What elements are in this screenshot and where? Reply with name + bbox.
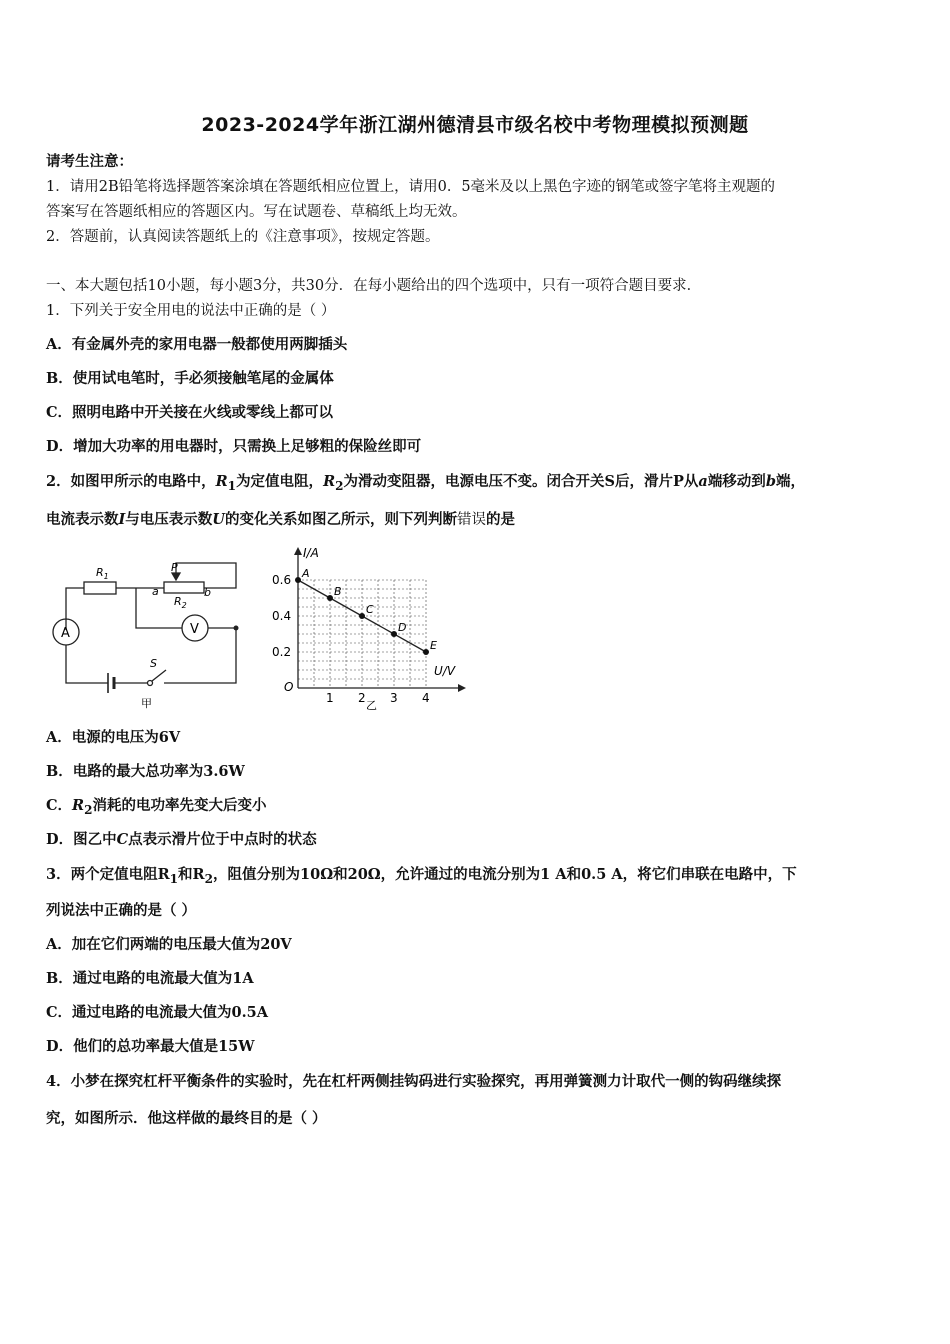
x-axis-label: U/V: [434, 664, 456, 678]
circuit-diagram: [44, 555, 249, 715]
q2-var-u: U: [212, 511, 225, 528]
data-point-a: [295, 577, 301, 583]
q2-option-a: A．电源的电压为6V: [46, 729, 181, 746]
q4-stem-line-2: 究，如图所示．他这样做的最终目的是（ ）: [46, 1110, 327, 1127]
data-point-b: [327, 595, 333, 601]
q1-option-a: A．有金属外壳的家用电器一般都使用两脚插头: [46, 336, 348, 353]
x-tick-label: 1: [326, 691, 334, 705]
switch-label: S: [150, 657, 157, 670]
y-axis-label: I/A: [303, 546, 319, 560]
q2-text: 的变化关系如图乙所示，则下列判断: [224, 511, 457, 528]
origin-label: O: [284, 680, 294, 694]
chart-ticks: [272, 573, 430, 705]
wire: [136, 588, 182, 628]
q2-d-text: 点表示滑片位于中点时的状态: [128, 831, 317, 848]
section-1-heading: 一、本大题包括10小题，每小题3分，共30分．在每小题给出的四个选项中，只有一项符合题目要求．: [46, 278, 702, 294]
r2-label: $R_2$: [174, 595, 187, 610]
end-a-label: a: [152, 585, 159, 598]
q2-c-sub: 2: [84, 802, 93, 817]
switch-contact: [148, 681, 153, 686]
data-point-label: A: [302, 567, 310, 580]
q2-option-c: [46, 796, 916, 820]
resistor-r1: [84, 582, 116, 594]
q3-text: 3．两个定值电阻R: [46, 866, 170, 883]
end-b-label: b: [204, 586, 211, 599]
q2-stem-line-2: [46, 510, 916, 530]
q2-text: 的是: [485, 511, 515, 528]
notice-line-1: 1．请用2B铅笔将选择题答案涂填在答题纸相应位置上，请用0．5毫米及以上黑色字迹的钢笔或签字笔将主观题的: [46, 179, 776, 195]
data-point-label: E: [430, 639, 437, 652]
q1-option-c: C．照明电路中开关接在火线或零线上都可以: [46, 404, 334, 421]
notice-line-2: 答案写在答题纸相应的答题区内。写在试题卷、草稿纸上均无效。: [46, 204, 467, 220]
switch-blade: [152, 670, 166, 681]
y-tick-label: 0.4: [272, 609, 292, 623]
q2-r2-sub: 2: [335, 478, 344, 493]
data-point-d: [391, 631, 397, 637]
q2-option-b: B．电路的最大总功率为3.6W: [46, 763, 245, 780]
q3-text: 和R: [178, 866, 205, 883]
q2-var-i: I: [118, 511, 126, 528]
wire: [176, 563, 236, 588]
q2-c-prefix: C．: [46, 797, 73, 814]
chart-caption: 乙: [366, 699, 377, 712]
q3-stem-line-2: 列说法中正确的是（ ）: [46, 902, 197, 919]
q2-stem-line-1: [46, 472, 916, 496]
x-tick-label: 3: [390, 691, 398, 705]
data-point-c: [359, 613, 365, 619]
q2-c-r: R: [72, 797, 85, 814]
q2-text: 电流表示数: [46, 511, 119, 528]
x-axis-arrow-icon: [458, 684, 466, 692]
q3-sub: 1: [169, 871, 179, 886]
x-tick-label: 2: [358, 691, 366, 705]
voltmeter-label: V: [190, 622, 199, 637]
data-point-label: D: [398, 621, 407, 634]
circuit-caption: 甲: [141, 697, 152, 710]
q3-option-a: A．加在它们两端的电压最大值为20V: [46, 936, 292, 953]
y-tick-label: 0.2: [272, 645, 292, 659]
notice-line-3: 2．答题前，认真阅读答题纸上的《注意事项》，按规定答题。: [46, 229, 440, 245]
wire: [164, 628, 236, 683]
q2-text: 端，: [775, 473, 805, 490]
slider-arrow-icon: [172, 573, 180, 580]
q2-text: 为定值电阻，: [236, 473, 324, 490]
q3-stem-line-1: [46, 865, 916, 889]
data-point-label: C: [366, 603, 374, 616]
q2-r1: R: [215, 473, 228, 490]
q2-d-prefix: D．图乙中: [46, 831, 117, 848]
q2-text: 与电压表示数: [125, 511, 213, 528]
q3-option-c: C．通过电路的电流最大值为0.5A: [46, 1004, 269, 1021]
q2-r2: R: [323, 473, 336, 490]
data-point-label: B: [334, 585, 342, 598]
r1-label: $R_1$: [96, 566, 109, 581]
y-axis-arrow-icon: [294, 547, 302, 555]
chart-grid: [298, 580, 426, 688]
wire: [66, 645, 108, 683]
q1-stem: 1．下列关于安全用电的说法中正确的是（ ）: [46, 303, 336, 319]
q1-option-d: D．增加大功率的用电器时，只需换上足够粗的保险丝即可: [46, 438, 422, 455]
q3-text: ，阻值分别为10Ω和20Ω，允许通过的电流分别为1 A和0.5 A，将它们串联在电路中，下: [213, 866, 797, 883]
q2-emphasis: 错误: [456, 512, 486, 528]
q2-text: 为滑动变阻器，电源电压不变。闭合开关S后，滑片P从: [343, 473, 699, 490]
q2-text: 2．如图甲所示的电路中，: [46, 473, 216, 490]
x-tick-label: 4: [422, 691, 430, 705]
rheostat-r2: [164, 582, 204, 593]
slider-p-label: P: [171, 561, 178, 574]
q2-d-c: C: [116, 831, 129, 848]
page-title: 2023-2024学年浙江湖州德清县市级名校中考物理模拟预测题: [201, 114, 749, 136]
q2-r1-sub: 1: [227, 478, 237, 493]
q4-stem-line-1: 4．小梦在探究杠杆平衡条件的实验时，先在杠杆两侧挂钩码进行实验探究，再用弹簧测力计取代一侧的钩码继续探: [46, 1073, 782, 1090]
q3-option-d: D．他们的总功率最大值是15W: [46, 1038, 255, 1055]
q1-option-b: B．使用试电笔时，手必须接触笔尾的金属体: [46, 370, 334, 387]
wire: [66, 588, 84, 630]
q3-option-b: B．通过电路的电流最大值为1A: [46, 970, 254, 987]
y-tick-label: 0.6: [272, 573, 292, 587]
q3-sub: 2: [204, 871, 214, 886]
q2-option-d: [46, 830, 916, 850]
junction-dot: [234, 626, 239, 631]
notice-heading: 请考生注意：: [46, 153, 133, 170]
q2-text: 端移动到: [707, 473, 766, 490]
q2-end-b: b: [765, 473, 776, 490]
q2-c-text: 消耗的电功率先变大后变小: [92, 797, 267, 814]
ammeter-label: A: [61, 626, 70, 641]
data-point-e: [423, 649, 429, 655]
iu-graph: [268, 543, 468, 713]
q2-end-a: a: [698, 473, 708, 490]
